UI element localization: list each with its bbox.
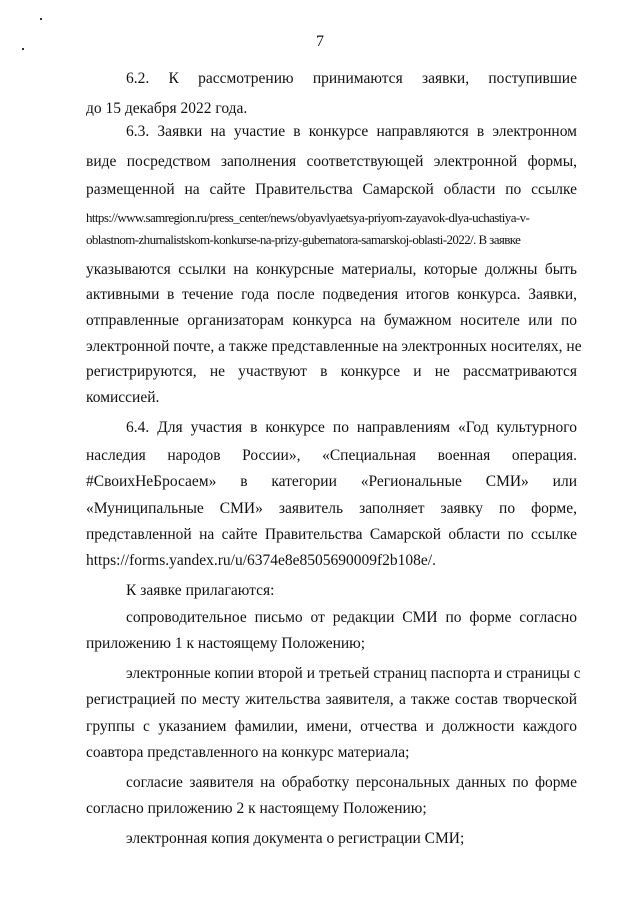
paragraph-line: сопроводительное письмо от редакции СМИ по форме согласно [126, 609, 577, 626]
paragraph-line: представленной на сайте Правительства Самарской области по ссылке [86, 526, 577, 543]
paragraph-line: https://forms.yandex.ru/u/6374e8e8505690009f2b108e/. [86, 552, 436, 569]
paragraph-line: приложению 1 к настоящему Положению; [86, 635, 366, 652]
url-line: https://www.samregion.ru/press_center/news/obyavlyaetsya-priyom-zayavok-dlya-uchastiya-v- [86, 210, 530, 225]
paragraph-line: 6.2. К рассмотрению принимаются заявки, поступившие [126, 70, 577, 87]
scan-speck [40, 18, 42, 20]
paragraph-line: размещенной на сайте Правительства Самарской области по ссылке [86, 181, 577, 198]
paragraph-line: электронные копии второй и третьей страниц паспорта и страницы с [126, 665, 581, 682]
paragraph-line: 6.3. Заявки на участие в конкурсе направляются в электронном [126, 123, 577, 140]
paragraph-line: 6.4. Для участия в конкурсе по направлениям «Год культурного [126, 419, 577, 436]
paragraph-line: регистрируются, не участвуют в конкурсе и не рассматриваются [86, 363, 577, 380]
paragraph-line: виде посредством заполнения соответствующей электронной формы, [86, 153, 577, 170]
paragraph-line: «Муниципальные СМИ» заявитель заполняет заявку по форме, [86, 500, 577, 517]
page-number: 7 [316, 33, 324, 50]
url-line: oblastnom-zhurnalistskom-konkurse-na-prizy-gubernatora-samarskoj-oblasti-2022/. В заявке [86, 232, 521, 247]
paragraph-line: К заявке прилагаются: [126, 582, 275, 599]
paragraph-line: группы с указанием фамилии, имени, отчества и должности каждого [86, 718, 577, 735]
paragraph-line: до 15 декабря 2022 года. [86, 100, 248, 117]
paragraph-line: отправленные организаторам конкурса на бумажном носителе или по [86, 312, 577, 329]
paragraph-line: #СвоихНеБросаем» в категории «Региональные СМИ» или [86, 473, 577, 490]
paragraph-line: активными в течение года после подведения итогов конкурса. Заявки, [86, 286, 577, 303]
paragraph-line: соавтора представленного на конкурс материала; [86, 744, 410, 761]
paragraph-line: согласно приложению 2 к настоящему Положению; [86, 800, 427, 817]
paragraph-line: согласие заявителя на обработку персональных данных по форме [126, 774, 577, 791]
paragraph-line: комиссией. [86, 389, 160, 406]
paragraph-line: электронная копия документа о регистрации СМИ; [126, 830, 465, 847]
paragraph-line: регистрацией по месту жительства заявителя, а также состав творческой [86, 691, 577, 708]
paragraph-line: наследия народов России», «Специальная военная операция. [86, 447, 577, 464]
paragraph-line: указываются ссылки на конкурсные материалы, которые должны быть [86, 261, 577, 278]
paragraph-line: электронной почте, а также представленные на электронных носителях, не [86, 338, 582, 355]
